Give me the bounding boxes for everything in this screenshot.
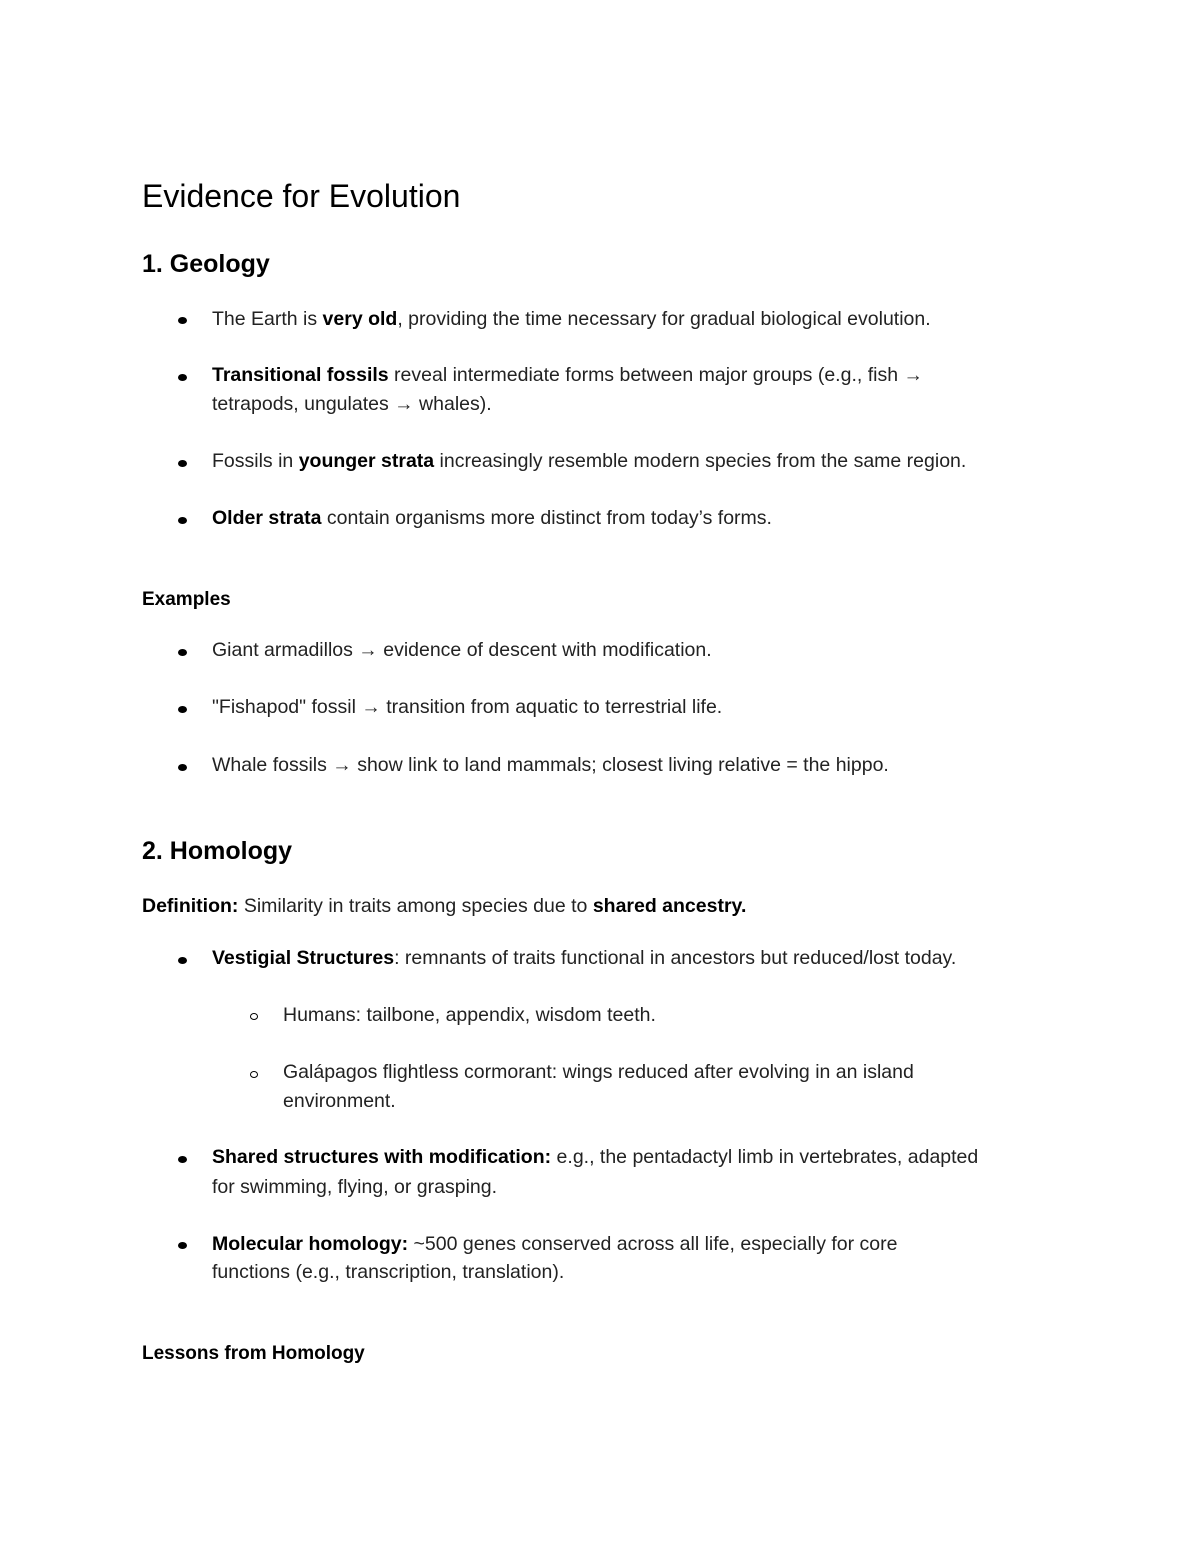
bullet-icon — [178, 1156, 187, 1163]
vestigial-sub-item-1: Humans: tailbone, appendix, wisdom teeth. — [283, 1004, 656, 1026]
bullet-icon — [178, 706, 187, 713]
bullet-icon — [178, 517, 187, 524]
geology-item-3-line-1: Fossils in younger strata increasingly resemble modern species from the same region. — [212, 450, 967, 472]
document-title: Evidence for Evolution — [142, 178, 461, 214]
bold-text: Definition: — [142, 895, 239, 917]
bold-text: Vestigial Structures — [212, 947, 395, 969]
bullet-icon — [178, 460, 187, 467]
geology-item-4-line-1: Older strata contain organisms more distinct from today’s forms. — [212, 507, 772, 529]
example-item-1: Giant armadillos → evidence of descent with modification. — [212, 639, 712, 661]
bold-text: Transitional fossils — [212, 364, 389, 386]
bullet-icon — [178, 649, 187, 656]
bullet-icon — [178, 957, 187, 964]
sub-bullet-icon — [250, 1013, 258, 1020]
vestigial-sub-item-2-line-1: Galápagos flightless cormorant: wings reduced after evolving in an island — [283, 1061, 914, 1083]
lessons-heading: Lessons from Homology — [142, 1343, 365, 1364]
example-item-3: Whale fossils → show link to land mammals; closest living relative = the hippo. — [212, 754, 889, 776]
bullet-icon — [178, 317, 187, 324]
bullet-icon — [178, 764, 187, 771]
vestigial-structures-item: Vestigial Structures: remnants of traits functional in ancestors but reduced/lost today. — [212, 947, 957, 969]
shared-structures-line-1: Shared structures with modification: e.g., the pentadactyl limb in vertebrates, adapted — [212, 1146, 979, 1168]
bold-text: shared ancestry. — [592, 895, 747, 917]
shared-structures-line-2: for swimming, flying, or grasping. — [212, 1176, 498, 1198]
bold-text: younger strata — [298, 450, 435, 472]
bold-text: very old — [322, 308, 398, 330]
molecular-homology-line-1: Molecular homology: ~500 genes conserved across all life, especially for core — [212, 1233, 898, 1255]
bold-text: Molecular homology: — [212, 1233, 409, 1255]
molecular-homology-line-2: functions (e.g., transcription, translation). — [212, 1261, 565, 1283]
bullet-icon — [178, 374, 187, 381]
section-heading-geology: 1. Geology — [142, 250, 270, 278]
examples-heading: Examples — [142, 589, 231, 610]
homology-definition: Definition: Similarity in traits among species due to shared ancestry. — [142, 895, 747, 917]
geology-item-1-line-1: The Earth is very old, providing the time necessary for gradual biological evolution. — [212, 308, 931, 330]
bullet-icon — [178, 1242, 187, 1249]
sub-bullet-icon — [250, 1071, 258, 1078]
bold-text: Older strata — [212, 507, 322, 529]
geology-item-2-line-2: tetrapods, ungulates → whales). — [212, 393, 492, 415]
vestigial-sub-item-2-line-2: environment. — [283, 1090, 396, 1112]
example-item-2: "Fishapod" fossil → transition from aquatic to terrestrial life. — [212, 696, 723, 718]
bold-text: Shared structures with modification: — [212, 1146, 552, 1168]
geology-item-2-line-1: Transitional fossils reveal intermediate forms between major groups (e.g., fish → — [212, 364, 923, 386]
section-heading-homology: 2. Homology — [142, 837, 293, 865]
